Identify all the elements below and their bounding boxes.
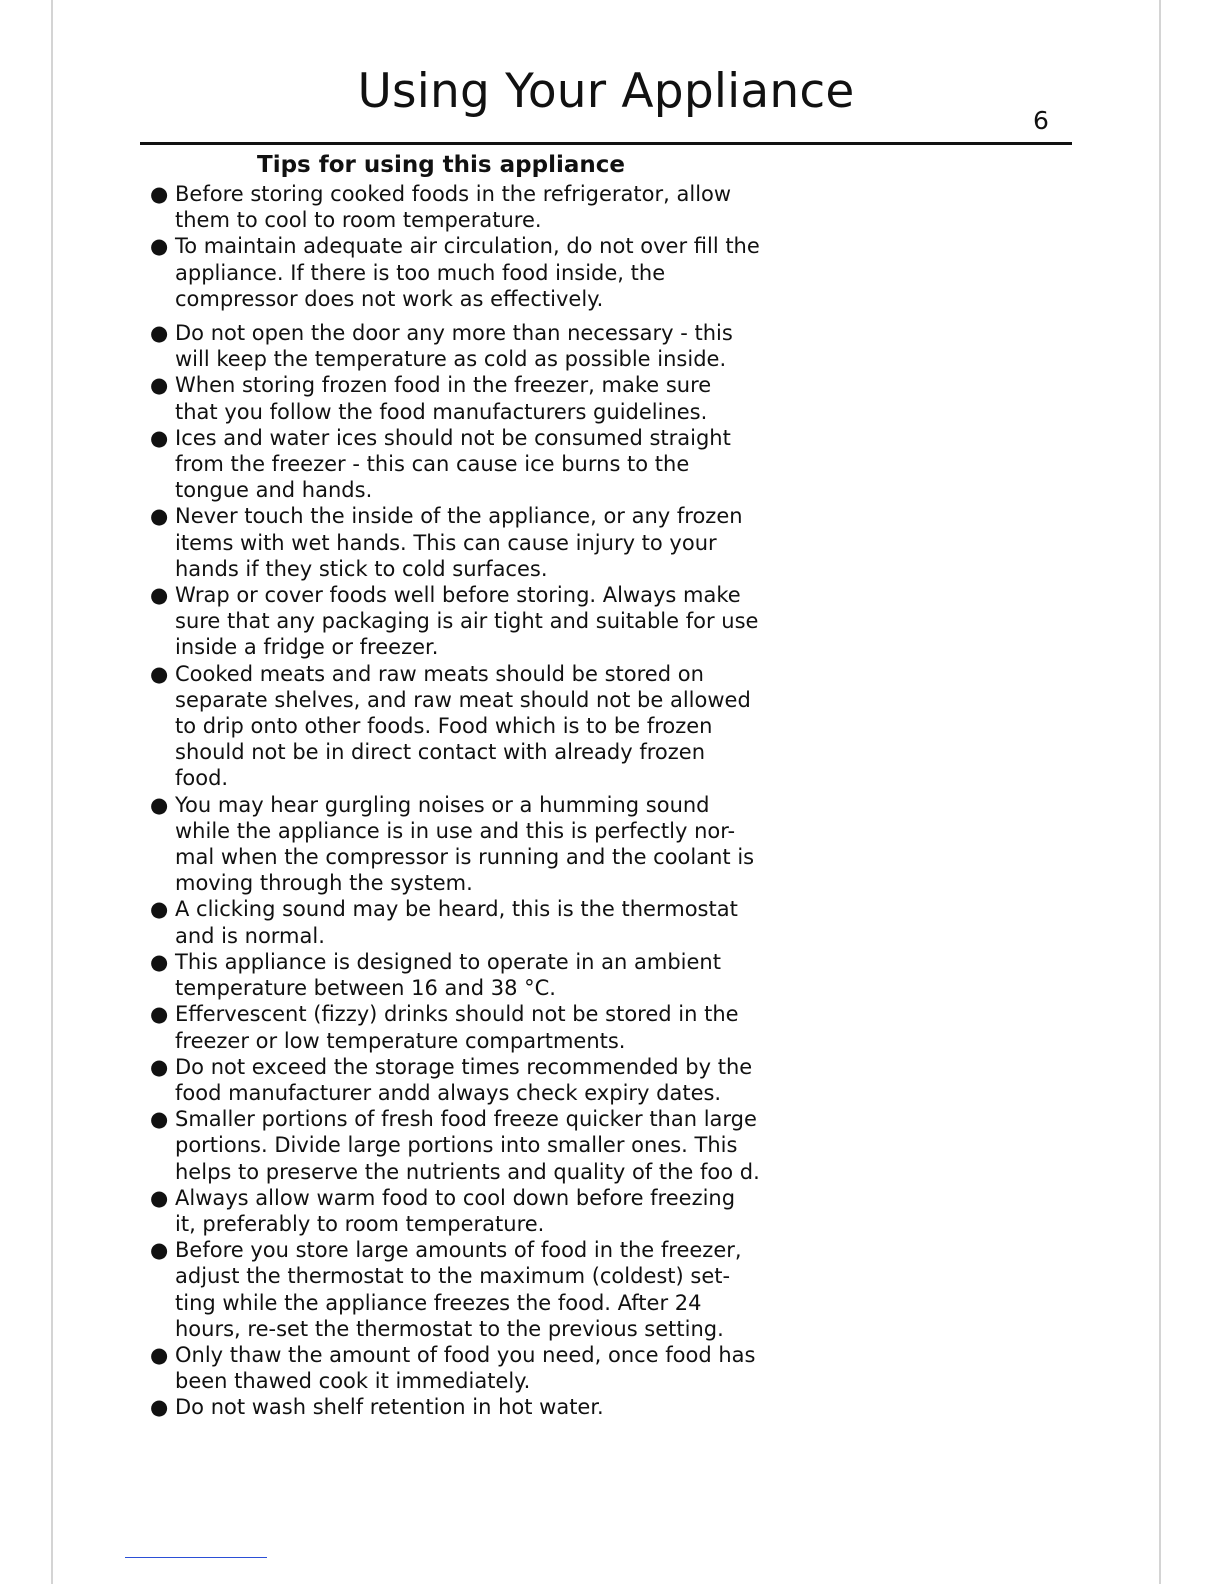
tip-text: Do not exceed the storage times recommended by the food manufacturer andd always check expiry dates. (175, 1054, 753, 1105)
tip-item (140, 792, 760, 897)
bullet-icon: ● (150, 1107, 169, 1132)
tip-text: Cooked meats and raw meats should be stored on separate shelves, and raw meat should not be allowed to drip onto other foods. Food which is to be frozen should not be in direct contact with already frozen food. (175, 661, 751, 791)
tip-item (140, 181, 760, 233)
footnote-rule (125, 1557, 267, 1558)
tip-item (140, 372, 760, 424)
tip-text: This appliance is designed to operate in an ambient temperature between 16 and 38 °C. (175, 949, 721, 1001)
tip-text: Only thaw the amount of food you need, once food has been thawed cook it immediately. (175, 1342, 756, 1394)
tip-item (140, 1001, 760, 1053)
bullet-icon: ● (150, 949, 169, 974)
right-margin-line (1159, 0, 1161, 1584)
tip-text: Do not wash shelf retention in hot water. (175, 1395, 604, 1420)
tip-item (140, 1394, 760, 1420)
page-number: 6 (1033, 106, 1049, 135)
tip-item (140, 233, 760, 312)
tip-text: When storing frozen food in the freezer, make sure that you follow the food manufacturers guidelines. (175, 373, 712, 424)
tip-item (140, 1054, 760, 1106)
tip-item (140, 949, 760, 1001)
tip-item (140, 661, 760, 792)
tip-text: Never touch the inside of the appliance, or any frozen items with wet hands. This can cause injury to your hands if they stick to cold surfaces. (175, 504, 743, 581)
tip-text: To maintain adequate air circulation, do not over fill the appliance. If there is too much food inside, the compressor does not work as effectively. (175, 234, 760, 311)
tip-text: A clicking sound may be heard, this is the thermostat and is normal. (175, 897, 738, 948)
bullet-icon: ● (150, 661, 169, 686)
section-heading: Tips for using this appliance (257, 152, 625, 178)
tip-text: Before storing cooked foods in the refrigerator, allow them to cool to room temperature. (175, 182, 732, 233)
tip-item (140, 503, 760, 582)
tip-item (140, 896, 760, 948)
tip-item (140, 320, 760, 372)
bullet-icon: ● (150, 234, 169, 259)
bullet-icon: ● (150, 1185, 169, 1210)
tips-list (140, 181, 760, 1421)
tip-item (140, 425, 760, 504)
bullet-icon: ● (150, 182, 169, 206)
bullet-icon: ● (150, 1395, 169, 1420)
tip-text: Before you store large amounts of food in the freezer, adjust the thermostat to the maximum (coldest) set-ting while the appliance freezes the food. After 24 hours, re-set the thermostat to the previous setting. (175, 1238, 742, 1341)
bullet-icon: ● (150, 792, 169, 817)
tip-item (140, 1237, 760, 1342)
bullet-icon: ● (150, 1342, 169, 1367)
tip-text: Do not open the door any more than necessary - this will keep the temperature as cold as possible inside. (175, 321, 733, 372)
tip-item (140, 1185, 760, 1237)
tip-text: Smaller portions of fresh food freeze quicker than large portions. Divide large portions into smaller ones. This helps to preserve the nutrients and quality of the foo d. (175, 1107, 760, 1184)
tip-text: Ices and water ices should not be consumed straight from the freezer - this can cause ice burns to the tongue and hands. (175, 425, 731, 503)
bullet-icon: ● (150, 1054, 169, 1079)
tip-item (140, 1342, 760, 1394)
tip-item (140, 582, 760, 661)
tip-text: You may hear gurgling noises or a humming sound while the appliance is in use and this is perfectly nor-mal when the compressor is running and the coolant is moving through the system. (175, 792, 755, 896)
page-title: Using Your Appliance (357, 64, 855, 119)
bullet-icon: ● (150, 897, 169, 922)
tip-text: Effervescent (fizzy) drinks should not be stored in the freezer or low temperature compartments. (175, 1002, 739, 1053)
bullet-icon: ● (150, 1238, 169, 1263)
tip-text: Always allow warm food to cool down before freezing it, preferably to room temperature. (175, 1185, 736, 1236)
header-divider (140, 142, 1072, 145)
bullet-icon: ● (150, 583, 169, 608)
left-margin-line (51, 0, 53, 1584)
bullet-icon: ● (150, 504, 169, 529)
bullet-icon: ● (150, 425, 169, 450)
bullet-icon: ● (150, 1002, 169, 1027)
bullet-icon: ● (150, 321, 169, 346)
tip-item (140, 1106, 760, 1185)
tip-text: Wrap or cover foods well before storing. Always make sure that any packaging is air tight and suitable for use inside a fridge or freezer. (175, 583, 759, 660)
bullet-icon: ● (150, 373, 169, 398)
